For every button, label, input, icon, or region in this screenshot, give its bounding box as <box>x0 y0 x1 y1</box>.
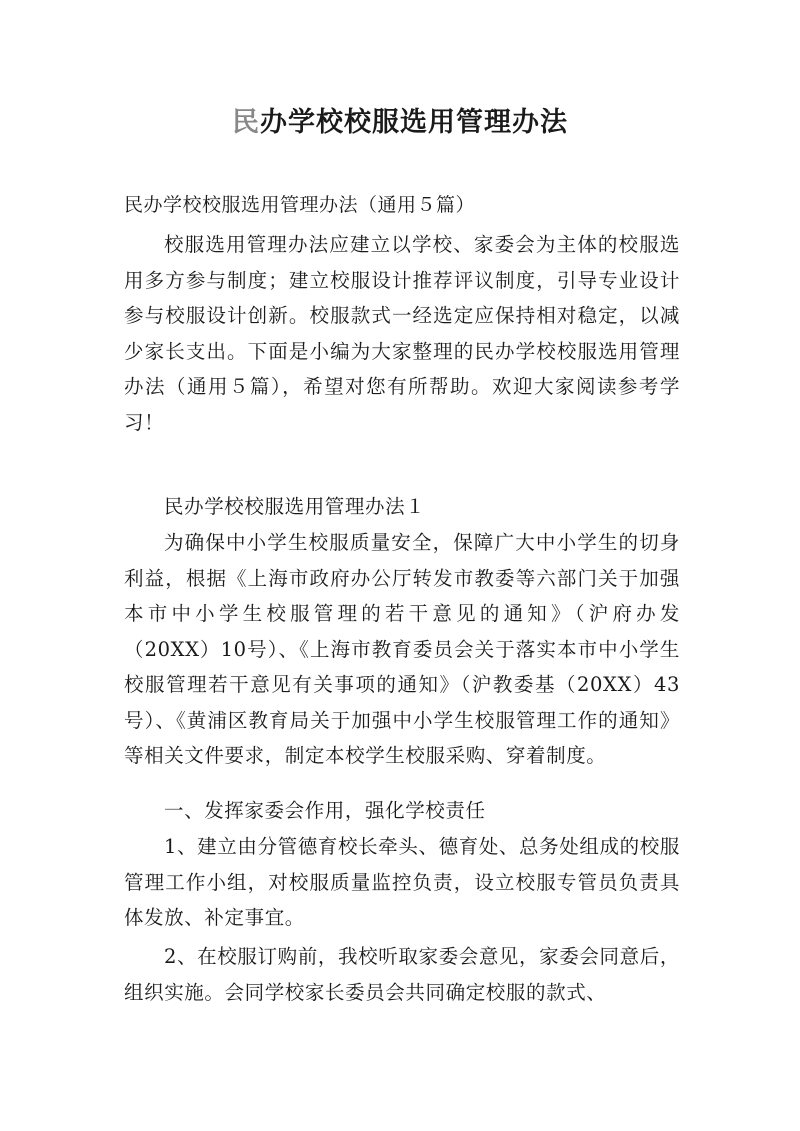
item1-paragraph: 1、建立由分管德育校长牵头、德育处、总务处组成的校服管理工作小组，对校服质量监控负责，设立校服专管员负责具体发放、补定事宜。 <box>124 835 680 929</box>
part1-heading: 一、发挥家委会作用，强化学校责任 <box>164 799 486 822</box>
title-rest: 办学校校服选用管理办法 <box>260 107 568 138</box>
item2-paragraph: 2、在校服订购前，我校听取家委会意见，家委会同意后，组织实施。会同学校家长委员会共同确定校服的款式、 <box>124 945 680 1004</box>
title-first-char: 民 <box>232 107 260 138</box>
intro-paragraph: 校服选用管理办法应建立以学校、家委会为主体的校服选用多方参与制度；建立校服设计推荐评议制度，引导专业设计参与校服设计创新。校服款式一经选定应保持相对稳定，以减少家长支出。下面是小编为大家整理的民办学校校服选用管理办法（通用５篇），希望对您有所帮助。欢迎大家阅读参考学习！ <box>124 233 680 434</box>
document-subtitle: 民办学校校服选用管理办法（通用５篇） <box>124 194 476 216</box>
document-title <box>0 100 800 139</box>
section1-heading: 民办学校校服选用管理办法１ <box>164 495 426 518</box>
section1-paragraph: 为确保中小学生校服质量安全，保障广大中小学生的切身利益，根据《上海市政府办公厅转发市教委等六部门关于加强本市中小学生校服管理的若干意见的通知》（沪府办发（20XX）10号）、《上海市教育委员会关于落实本市中小学生校服管理若干意见有关事项的通知》（沪教委基（20XX）43号）、《黄浦区教育局关于加强中小学生校服管理工作的通知》等相关文件要求，制定本校学生校服采购、穿着制度。 <box>124 531 680 767</box>
